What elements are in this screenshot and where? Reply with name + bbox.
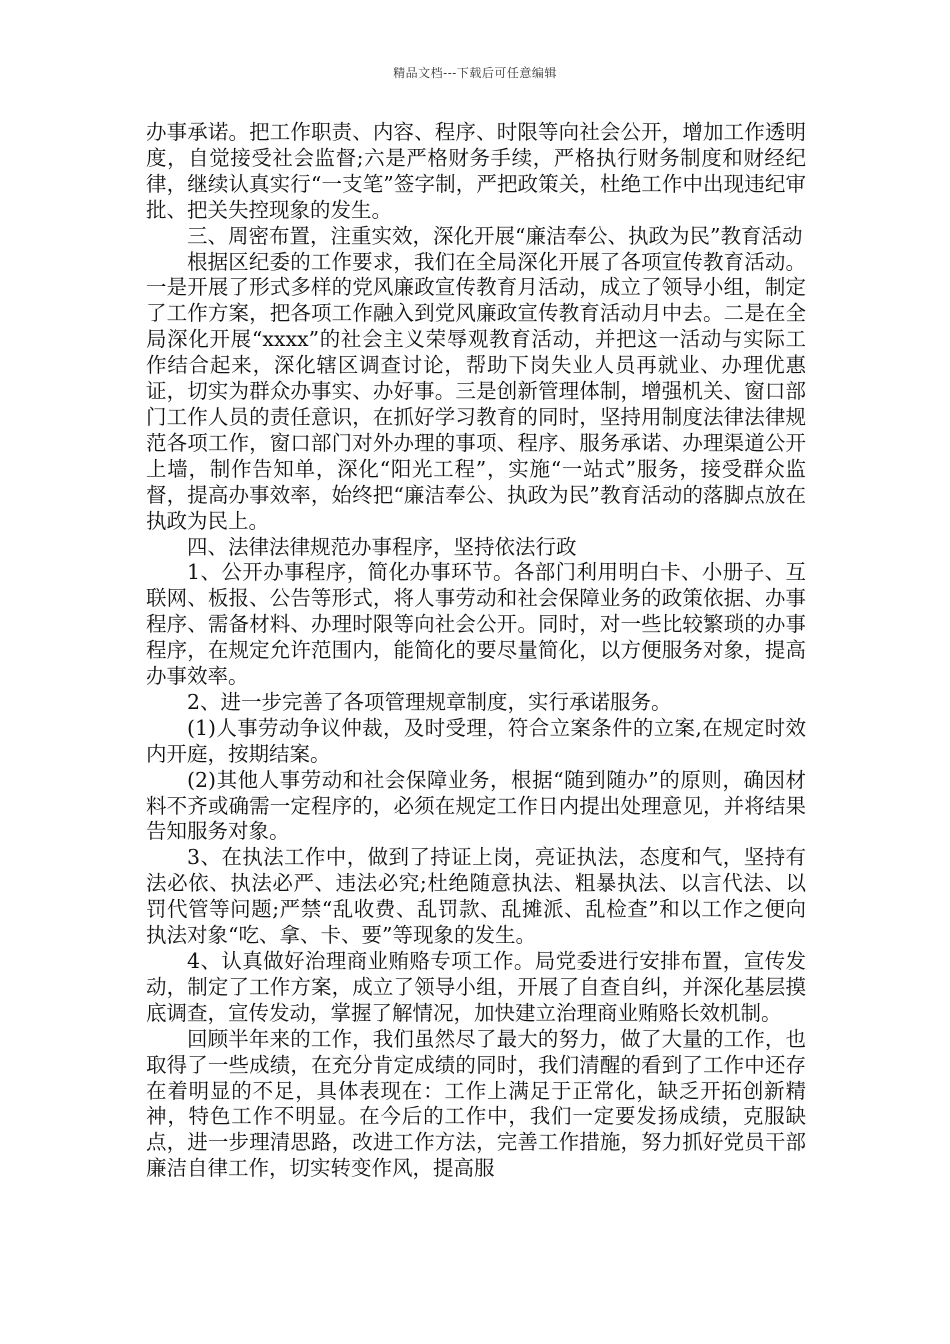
paragraph: 办事承诺。把工作职责、内容、程序、时限等向社会公开，增加工作透明度，自觉接受社会监督;六是严格财务手续，严格执行财务制度和财经纪律，继续认真实行“一支笔”签字制，严把政策关，杜绝工作中出现违纪审批、把关失控现象的发生。 [146, 120, 806, 222]
section-heading: 四、法律法律规范办事程序，坚持依法行政 [187, 534, 577, 559]
paragraph: (1)人事劳动争议仲裁，及时受理，符合立案条件的立案,在规定时效内开庭，按期结案。 [146, 715, 806, 766]
page-header: 精品文档---下载后可任意编辑 [393, 66, 557, 80]
document-body [146, 120, 806, 1182]
paragraph: 回顾半年来的工作，我们虽然尽了最大的努力，做了大量的工作，也取得了一些成绩，在充分肯定成绩的同时，我们清醒的看到了工作中还存在着明显的不足，具体表现在：工作上满足于正常化，缺乏开拓创新精神，特色工作不明显。在今后的工作中，我们一定要发扬成绩，克服缺点，进一步理清思路，改进工作方法，完善工作措施，努力抓好党员干部廉洁自律工作，切实转变作风，提高服 [146, 1026, 806, 1181]
paragraph: (2)其他人事劳动和社会保障业务，根据“随到随办”的原则，确因材料不齐或确需一定程序的，必须在规定工作日内提出处理意见，并将结果告知服务对象。 [146, 767, 806, 844]
paragraph: 1、公开办事程序，简化办事环节。各部门利用明白卡、小册子、互联网、板报、公告等形式，将人事劳动和社会保障业务的政策依据、办事程序、需备材料、办理时限等向社会公开。同时，对一些比较繁琐的办事程序，在规定允许范围内，能简化的要尽量简化，以方便服务对象，提高办事效率。 [146, 560, 806, 689]
paragraph: 3、在执法工作中，做到了持证上岗，亮证执法，态度和气，坚持有法必依、执法必严、违法必究;杜绝随意执法、粗暴执法、以言代法、以罚代管等问题;严禁“乱收费、乱罚款、乱摊派、乱检查”和以工作之便向执法对象“吃、拿、卡、要”等现象的发生。 [146, 845, 806, 948]
section-heading: 三、周密布置，注重实效，深化开展“廉洁奉公、执政为民”教育活动 [187, 223, 803, 248]
paragraph: 2、进一步完善了各项管理规章制度，实行承诺服务。 [187, 689, 672, 714]
paragraph: 根据区纪委的工作要求，我们在全局深化开展了各项宣传教育活动。一是开展了形式多样的党风廉政宣传教育月活动，成立了领导小组，制定了工作方案，把各项工作融入到党风廉政宣传教育活动月中去。二是在全局深化开展“xxxx”的社会主义荣辱观教育活动，并把这一活动与实际工作结合起来，深化辖区调查讨论，帮助下岗失业人员再就业、办理优惠证，切实为群众办事实、办好事。三是创新管理体制，增强机关、窗口部门工作人员的责任意识，在抓好学习教育的同时，坚持用制度法律法律规范各项工作，窗口部门对外办理的事项、程序、服务承诺、办理渠道公开上墙，制作告知单，深化“阳光工程”，实施“一站式”服务，接受群众监督，提高办事效率，始终把“廉洁奉公、执政为民”教育活动的落脚点放在执政为民上。 [146, 249, 806, 533]
paragraph: 4、认真做好治理商业贿赂专项工作。局党委进行安排布置，宣传发动，制定了工作方案，成立了领导小组，开展了自查自纠，并深化基层摸底调查，宣传发动，掌握了解情况，加快建立治理商业贿赂长效机制。 [146, 949, 806, 1025]
